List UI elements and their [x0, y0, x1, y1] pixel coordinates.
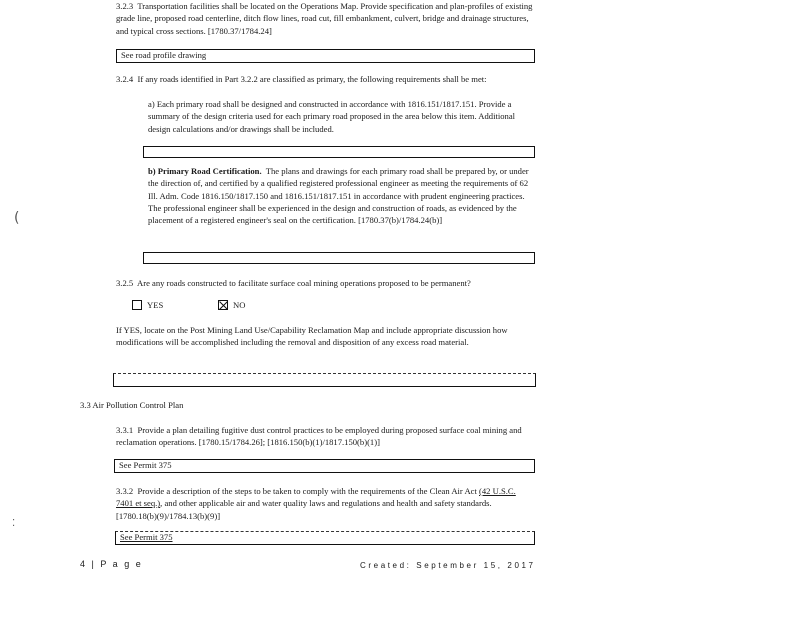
clean-air-act-link[interactable]: (42 U.S.C. 7401 et seq.) [116, 486, 516, 509]
section-3-2-5-question [116, 277, 471, 289]
section-text: Are any roads constructed to facilitate surface coal mining operations proposed to be permanent? [137, 278, 471, 288]
item-b-label: b) Primary Road Certification. [148, 166, 262, 176]
section-text: Transportation facilities shall be located on the Operations Map. Provide specification and plan-profiles of existing grade line, proposed road centerline, ditch flow lines, road cut, fill embankment, culvert, bridge and drainage structures, and typical cross sections. [1780.37/1784.24] [116, 1, 533, 36]
answer-text: See road profile drawing [121, 50, 207, 60]
section-text: If any roads identified in Part 3.2.2 are classified as primary, the following requirements shall be met: [137, 74, 487, 84]
yes-label: YES [147, 300, 164, 310]
answer-text: See Permit 375 [119, 460, 172, 470]
section-3-2-5-followup: If YES, locate on the Post Mining Land Use/Capability Reclamation Map and include appropriate discussion how modifications will be accomplished including the removal and disposition of any excess road material. [116, 325, 508, 348]
scan-artifact-icon: ⁚ [12, 518, 16, 529]
answer-box-3-3-1[interactable] [114, 459, 535, 473]
answer-box-3-2-4-a[interactable] [143, 146, 535, 158]
section-number: 3.3.2 [116, 486, 134, 496]
section-3-3-2: 3.3.2 Provide a description of the steps to be taken to comply with the requirements of the Clean Air Act (42 U.S.C. 7401 et seq.), and other applicable air and water quality laws and regulations and health and safety standards. [1780.18(b)(9)/1784.13(b)(9)] [116, 486, 516, 521]
page-number: 4 | P a g e [80, 559, 143, 569]
section-number: 3.2.3 [116, 1, 134, 11]
section-number: 3.3.1 [116, 425, 134, 435]
scan-artifact-icon: ( [14, 210, 20, 226]
section-3-2-4-intro [116, 73, 487, 85]
section-text: Provide a plan detailing fugitive dust control practices to be employed during proposed surface coal mining and reclamation operations. [1780.15/1784.26]; [1816.150(b)(1)/1817.150(b)(1)] [116, 425, 522, 448]
section-number: 3.2.4 [116, 74, 134, 84]
item-b-text: b) Primary Road Certification. The plans and drawings for each primary road shall be prepared by, or under the direction of, and certified by a qualified registered professional engineer as meeting the requirements of 62 Ill. Adm. Code 1816.150/1817.150 and 1816.151/1817.151 in accordance with prudent engineering practices. The professional engineer shall be experienced in the design and construction of roads, as evidenced by the placement of a registered engineer's seal on the certification. [1780.37(b)/1784.24(b)] [148, 166, 529, 226]
answer-box-3-3-2[interactable] [115, 531, 535, 545]
item-a-text: a) Each primary road shall be designed and constructed in accordance with 1816.151/1817.151. Provide a summary of the design criteria used for each primary road proposed in the area below this item. Additional design calculations and/or drawings shall be included. [148, 99, 516, 134]
answer-text: See Permit 375 [120, 532, 173, 542]
section-3-3-heading: 3.3 Air Pollution Control Plan [80, 400, 184, 410]
answer-box-3-2-4-b[interactable] [143, 252, 535, 264]
section-3-2-3 [116, 0, 536, 37]
section-number: 3.2.5 [116, 278, 134, 288]
no-label: NO [233, 300, 246, 310]
answer-box-3-2-3[interactable] [116, 49, 535, 63]
answer-box-3-2-5[interactable] [113, 373, 536, 387]
no-checkbox[interactable] [218, 300, 228, 310]
created-date: Created: September 15, 2017 [360, 561, 536, 570]
yes-checkbox[interactable] [132, 300, 142, 310]
section-3-3-1 [116, 424, 528, 449]
